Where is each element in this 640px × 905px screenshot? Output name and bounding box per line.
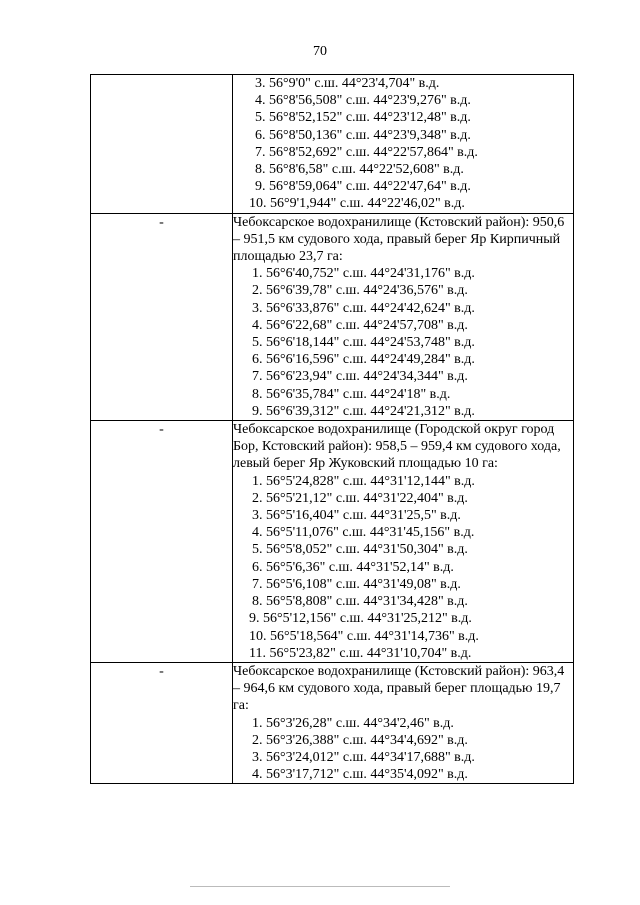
point-number: 1. bbox=[252, 473, 263, 489]
coordinate-point bbox=[233, 524, 573, 541]
marker-cell bbox=[91, 662, 233, 783]
coordinate-point bbox=[233, 265, 573, 282]
longitude: 44°24'21,312" в.д. bbox=[370, 403, 475, 419]
coordinate-point bbox=[233, 732, 573, 749]
coordinate-point bbox=[233, 368, 573, 385]
latitude: 56°3'17,712" с.ш. bbox=[266, 767, 367, 783]
coordinate-point bbox=[233, 351, 573, 368]
point-number: 7. bbox=[255, 144, 266, 160]
longitude: 44°24'57,708" в.д. bbox=[363, 317, 468, 333]
latitude: 56°6'33,876" с.ш. bbox=[266, 300, 367, 316]
location-cell bbox=[233, 662, 574, 783]
table-row bbox=[91, 421, 574, 663]
longitude: 44°22'47,64" в.д. bbox=[373, 179, 471, 195]
row-marker: - bbox=[159, 422, 164, 438]
marker-cell bbox=[91, 213, 233, 420]
location-description: Чебоксарское водохранилище (Городской округ город Бор, Кстовский район): 958,5 – 959,4 км судового хода, левый берег Яр Жуковский площадью 10 га: bbox=[233, 422, 561, 472]
coordinate-point bbox=[233, 161, 573, 178]
point-number: 3. bbox=[252, 300, 263, 316]
point-number: 3. bbox=[252, 508, 263, 524]
latitude: 56°5'12,156" с.ш. bbox=[263, 611, 364, 627]
marker-cell bbox=[91, 421, 233, 663]
coordinate-point bbox=[233, 766, 573, 783]
latitude: 56°6'23,94" с.ш. bbox=[266, 369, 360, 385]
coordinate-point bbox=[233, 610, 573, 627]
coordinate-list bbox=[233, 265, 573, 420]
table-body bbox=[91, 75, 574, 784]
latitude: 56°5'8,808" с.ш. bbox=[266, 594, 360, 610]
coordinate-point bbox=[233, 127, 573, 144]
point-number: 3. bbox=[255, 76, 266, 91]
coordinate-point bbox=[233, 195, 573, 212]
coordinate-point bbox=[233, 334, 573, 351]
longitude: 44°23'9,276" в.д. bbox=[373, 93, 471, 109]
longitude: 44°24'49,284" в.д. bbox=[370, 352, 475, 368]
longitude: 44°23'4,704" в.д. bbox=[341, 76, 440, 91]
point-number: 10. bbox=[249, 196, 267, 212]
longitude: 44°31'50,304" в.д. bbox=[363, 542, 468, 558]
table-row bbox=[91, 662, 574, 783]
coordinate-point bbox=[233, 541, 573, 558]
latitude: 56°5'8,052" с.ш. bbox=[266, 542, 360, 558]
table-row bbox=[91, 75, 574, 214]
location-description: Чебоксарское водохранилище (Кстовский район): 963,4 – 964,6 км судового хода, правый берег площадью 19,7 га: bbox=[233, 663, 565, 714]
coordinate-point bbox=[233, 75, 573, 92]
page-number: 70 bbox=[313, 44, 327, 59]
longitude: 44°24'53,748" в.д. bbox=[370, 335, 475, 351]
latitude: 56°5'21,12" с.ш. bbox=[266, 490, 360, 506]
latitude: 56°5'6,108" с.ш. bbox=[266, 576, 360, 592]
location-cell bbox=[233, 213, 574, 420]
coordinate-point bbox=[233, 178, 573, 195]
point-number: 5. bbox=[252, 542, 263, 558]
coordinate-point bbox=[233, 507, 573, 524]
latitude: 56°6'39,78" с.ш. bbox=[266, 283, 360, 299]
latitude: 56°5'16,404" с.ш. bbox=[266, 508, 367, 524]
point-number: 2. bbox=[252, 732, 263, 748]
point-number: 6. bbox=[252, 352, 263, 368]
point-number: 7. bbox=[252, 576, 263, 592]
longitude: 44°24'34,344" в.д. bbox=[363, 369, 468, 385]
latitude: 56°8'52,692" с.ш. bbox=[269, 144, 370, 160]
point-number: 6. bbox=[252, 559, 263, 575]
latitude: 56°5'11,076" с.ш. bbox=[266, 525, 367, 541]
row-marker: - bbox=[159, 214, 164, 230]
coordinate-point bbox=[233, 559, 573, 576]
coordinate-point bbox=[233, 715, 573, 732]
longitude: 44°31'45,156" в.д. bbox=[369, 525, 475, 541]
coordinate-point bbox=[233, 645, 573, 662]
coordinate-point bbox=[233, 473, 573, 490]
latitude: 56°8'6,58" с.ш. bbox=[269, 162, 356, 178]
latitude: 56°6'40,752" с.ш. bbox=[266, 266, 367, 282]
point-number: 1. bbox=[252, 266, 263, 282]
longitude: 44°31'25,5" в.д. bbox=[370, 508, 461, 524]
point-number: 4. bbox=[252, 767, 263, 783]
point-number: 4. bbox=[252, 525, 263, 541]
point-number: 8. bbox=[255, 162, 266, 178]
coordinate-point bbox=[233, 628, 573, 645]
longitude: 44°31'34,428" в.д. bbox=[363, 594, 468, 610]
longitude: 44°34'17,688" в.д. bbox=[370, 749, 475, 765]
point-number: 6. bbox=[255, 127, 266, 143]
coordinate-point bbox=[233, 593, 573, 610]
coordinate-point bbox=[233, 109, 573, 126]
longitude: 44°31'12,144" в.д. bbox=[370, 473, 475, 489]
point-number: 4. bbox=[252, 317, 263, 333]
coordinate-list bbox=[233, 715, 573, 784]
coordinate-point bbox=[233, 490, 573, 507]
longitude: 44°31'49,08" в.д. bbox=[363, 576, 461, 592]
longitude: 44°31'25,212" в.д. bbox=[367, 611, 472, 627]
point-number: 9. bbox=[255, 179, 266, 195]
latitude: 56°5'18,564" с.ш. bbox=[270, 628, 371, 644]
latitude: 56°8'56,508" с.ш. bbox=[269, 93, 370, 109]
coordinate-list bbox=[233, 473, 573, 662]
table-row bbox=[91, 213, 574, 420]
coordinate-point bbox=[233, 282, 573, 299]
coordinate-point bbox=[233, 576, 573, 593]
location-description: Чебоксарское водохранилище (Кстовский район): 950,6 – 951,5 км судового хода, правый берег Яр Кирпичный площадью 23,7 га: bbox=[233, 214, 565, 265]
longitude: 44°24'31,176" в.д. bbox=[370, 266, 475, 282]
latitude: 56°8'59,064" с.ш. bbox=[269, 179, 370, 195]
latitude: 56°3'26,388" с.ш. bbox=[266, 732, 367, 748]
point-number: 1. bbox=[252, 715, 263, 731]
point-number: 2. bbox=[252, 490, 263, 506]
point-number: 8. bbox=[252, 386, 263, 402]
point-number: 9. bbox=[249, 611, 260, 627]
point-number: 8. bbox=[252, 594, 263, 610]
longitude: 44°24'36,576" в.д. bbox=[363, 283, 468, 299]
point-number: 3. bbox=[252, 749, 263, 765]
coordinate-point bbox=[233, 317, 573, 334]
latitude: 56°5'23,82" с.ш. bbox=[269, 645, 364, 661]
point-number: 4. bbox=[255, 93, 266, 109]
latitude: 56°9'1,944" с.ш. bbox=[270, 196, 364, 212]
coordinate-point bbox=[233, 749, 573, 766]
point-number: 9. bbox=[252, 403, 263, 419]
point-number: 7. bbox=[252, 369, 263, 385]
latitude: 56°6'22,68" с.ш. bbox=[266, 317, 360, 333]
longitude: 44°22'52,608" в.д. bbox=[359, 162, 464, 178]
latitude: 56°6'35,784" с.ш. bbox=[266, 386, 367, 402]
latitude: 56°5'6,36" с.ш. bbox=[266, 559, 353, 575]
latitude: 56°3'24,012" с.ш. bbox=[266, 749, 367, 765]
longitude: 44°24'42,624" в.д. bbox=[370, 300, 475, 316]
marker-cell bbox=[91, 75, 233, 214]
longitude: 44°34'4,692" в.д. bbox=[370, 732, 468, 748]
longitude: 44°24'18" в.д. bbox=[370, 386, 451, 402]
longitude: 44°31'10,704" в.д. bbox=[366, 645, 472, 661]
bottom-edge-divider bbox=[190, 886, 450, 887]
coordinate-point bbox=[233, 144, 573, 161]
latitude: 56°8'52,152" с.ш. bbox=[269, 110, 370, 126]
location-cell bbox=[233, 75, 574, 214]
longitude: 44°35'4,092" в.д. bbox=[370, 767, 468, 783]
latitude: 56°6'39,312" с.ш. bbox=[266, 403, 367, 419]
point-number: 5. bbox=[252, 335, 263, 351]
coordinates-table bbox=[90, 74, 574, 784]
longitude: 44°31'52,14" в.д. bbox=[356, 559, 454, 575]
coordinate-point bbox=[233, 403, 573, 420]
longitude: 44°23'12,48" в.д. bbox=[373, 110, 471, 126]
latitude: 56°5'24,828" с.ш. bbox=[266, 473, 367, 489]
longitude: 44°22'46,02" в.д. bbox=[367, 196, 465, 212]
coordinate-point bbox=[233, 386, 573, 403]
point-number: 10. bbox=[249, 628, 267, 644]
row-marker: - bbox=[159, 663, 164, 679]
location-cell bbox=[233, 421, 574, 663]
latitude: 56°8'50,136" с.ш. bbox=[269, 127, 370, 143]
coordinate-list bbox=[233, 75, 573, 213]
coordinate-point bbox=[233, 300, 573, 317]
latitude: 56°3'26,28" с.ш. bbox=[266, 715, 360, 731]
longitude: 44°31'14,736" в.д. bbox=[374, 628, 479, 644]
longitude: 44°34'2,46" в.д. bbox=[363, 715, 454, 731]
coordinate-point bbox=[233, 92, 573, 109]
latitude: 56°6'18,144" с.ш. bbox=[266, 335, 367, 351]
point-number: 2. bbox=[252, 283, 263, 299]
point-number: 11. bbox=[249, 645, 266, 661]
point-number: 5. bbox=[255, 110, 266, 126]
longitude: 44°31'22,404" в.д. bbox=[363, 490, 468, 506]
latitude: 56°6'16,596" с.ш. bbox=[266, 352, 367, 368]
longitude: 44°23'9,348" в.д. bbox=[373, 127, 471, 143]
latitude: 56°9'0" с.ш. bbox=[269, 76, 339, 91]
longitude: 44°22'57,864" в.д. bbox=[373, 144, 478, 160]
